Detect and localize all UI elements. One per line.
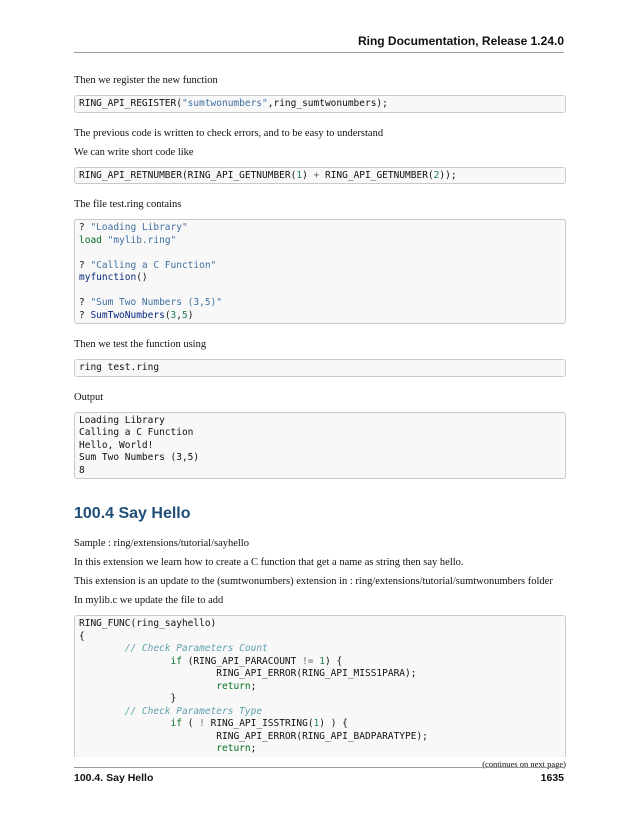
page-number: 1635 [540, 772, 564, 784]
section-heading: 100.4 Say Hello [74, 505, 191, 522]
paragraph: In mylib.c we update the file to add [74, 595, 224, 606]
code-block-mylib: RING_FUNC(ring_sayhello) { // Check Parameters Count if (RING_API_PARACOUNT != 1) { RING_API_ERROR(RING_API_MISS1PARA); return; } // Check Parameters Type if ( ! RING_API_ISSTRING(1) ) { RING_API_ERROR(RING_API_BADPARATYPE); return; [74, 615, 566, 757]
paragraph: The previous code is written to check errors, and to be easy to understand [74, 127, 384, 139]
paragraph: Output [74, 391, 104, 403]
paragraph: Then we register the new function [74, 75, 218, 86]
header-divider [74, 52, 564, 53]
paragraph: Then we test the function using [74, 339, 207, 350]
code-block-test-ring: ? "Loading Library" load "mylib.ring" ? "Calling a C Function" myfunction() ? "Sum Two Numbers (3,5)" ? SumTwoNumbers(3,5) [74, 219, 566, 324]
paragraph: The file test.ring contains [74, 199, 182, 210]
paragraph: In this extension we learn how to create a C function that get a name as string then say hello. [74, 557, 464, 568]
code-block-short: RING_API_RETNUMBER(RING_API_GETNUMBER(1) + RING_API_GETNUMBER(2)); [74, 167, 566, 185]
running-header: Ring Documentation, Release 1.24.0 [357, 34, 564, 48]
paragraph: Sample : ring/extensions/tutorial/sayhello [74, 538, 249, 549]
output-line: Sum Two Numbers (3,5) [79, 452, 200, 463]
code-block-run: ring test.ring [74, 359, 566, 377]
footer-divider [74, 767, 564, 768]
page-content [74, 74, 566, 769]
output-line: 8 [79, 464, 85, 476]
output-line: Calling a C Function [79, 427, 194, 438]
paragraph: This extension is an update to the (sumtwonumbers) extension in : ring/extensions/tutorial/sumtwonumbers folder [74, 576, 553, 587]
code-block-output [74, 412, 566, 480]
footer-section: 100.4. Say Hello [74, 772, 154, 784]
paragraph: We can write short code like [74, 146, 194, 158]
output-line: Hello, World! [79, 439, 154, 451]
continues-note: (continues on next page) [482, 758, 566, 769]
output-line: Loading Library [79, 414, 165, 426]
code-block-register: RING_API_REGISTER("sumtwonumbers",ring_sumtwonumbers); [74, 95, 566, 113]
